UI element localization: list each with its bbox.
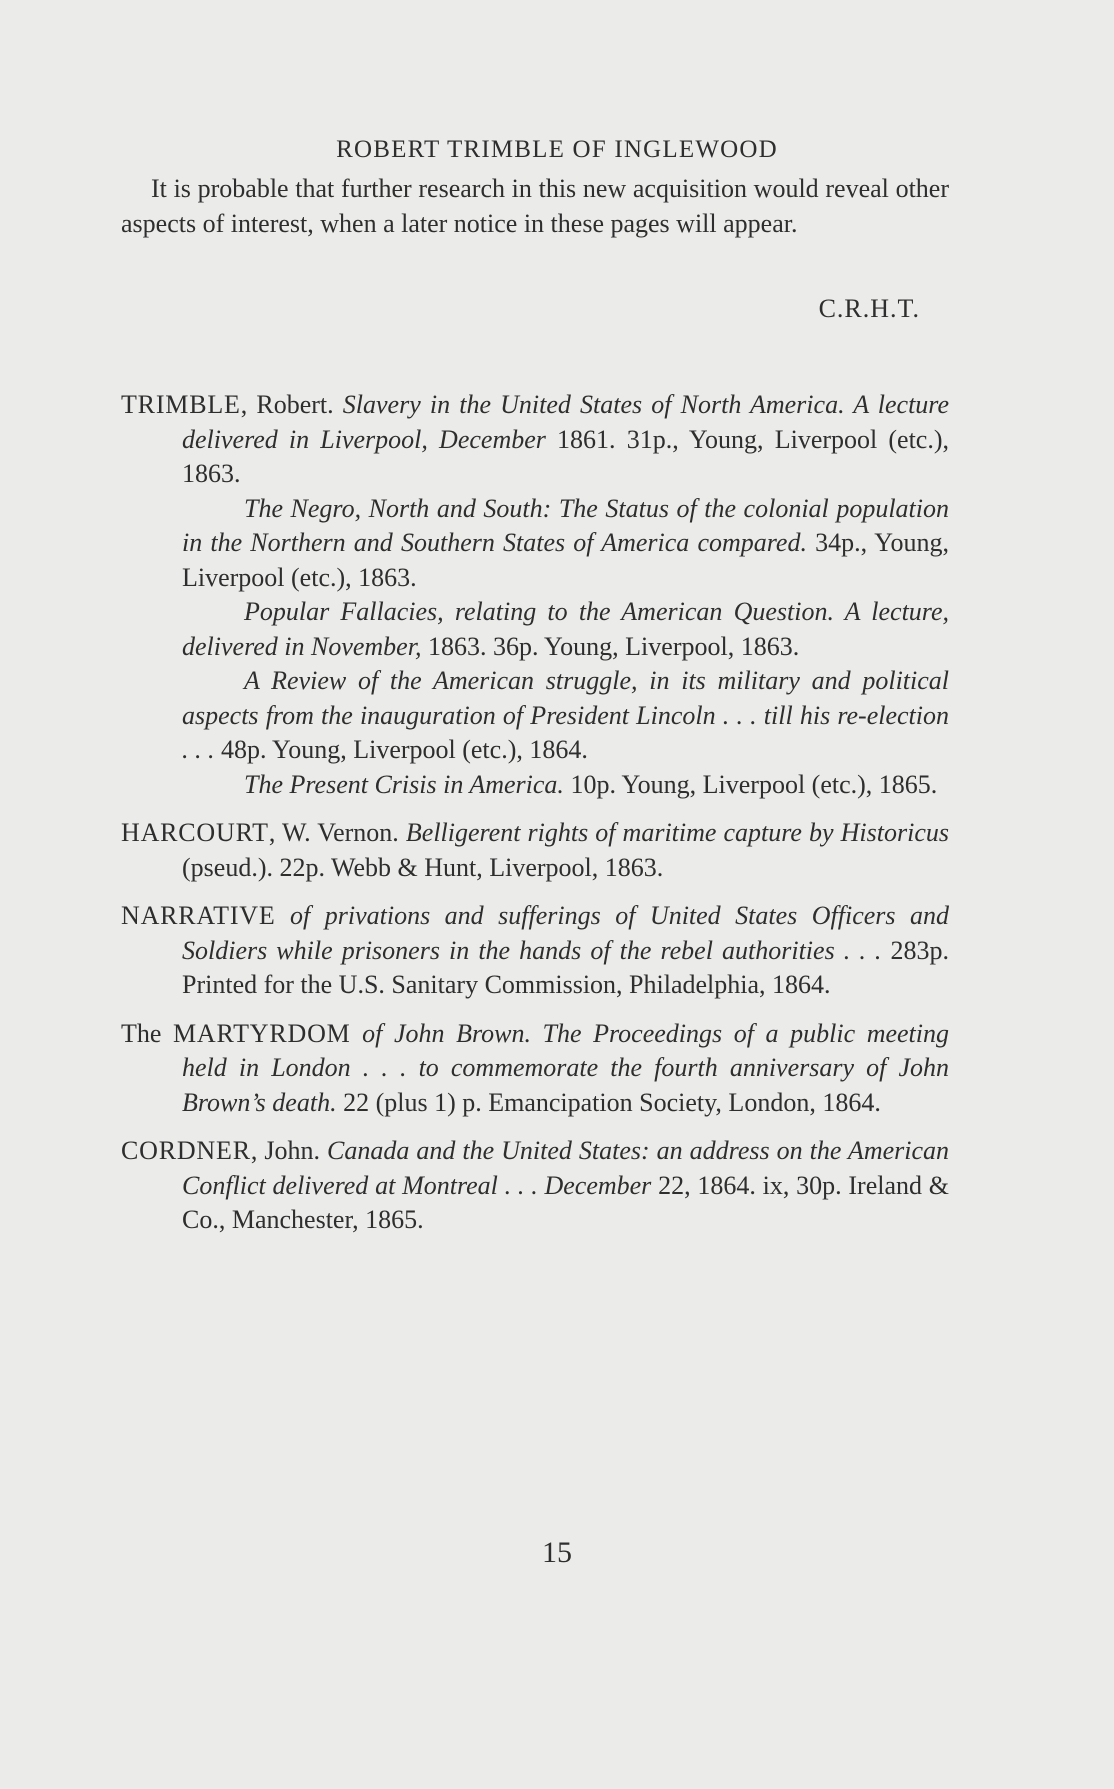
- author-name: , W. Vernon.: [268, 818, 399, 847]
- entry-heading: CORDNER: [121, 1136, 251, 1165]
- work-title: The Negro, North and South: The Status of the colonial population in the Northern and Southern States of America compared.: [182, 493, 949, 557]
- author-initials: C.R.H.T.: [818, 294, 920, 323]
- bibliography-list: [121, 388, 949, 1238]
- bibliography-entry-martyrdom: [121, 1017, 949, 1121]
- work-title: Popular Fallacies, relating to the American Question. A lecture, delivered in November,: [182, 597, 949, 661]
- entry-heading: NARRATIVE: [121, 901, 276, 930]
- publication-details: 1861. 31p., Young, Liverpool (etc.), 1863.: [182, 424, 950, 488]
- entry-heading: TRIMBLE: [121, 390, 241, 419]
- publication-details: 34p., Young, Liverpool (etc.), 1863.: [182, 528, 949, 592]
- publication-details: (pseud.). 22p. Webb & Hunt, Liverpool, 1863.: [182, 852, 664, 882]
- work-title: The Present Crisis in America.: [244, 769, 564, 799]
- publication-details: 283p. Printed for the U.S. Sanitary Commission, Philadelphia, 1864.: [182, 935, 949, 999]
- work-title: of privations and sufferings of United States Officers and Soldiers while prisoners in the hands of the rebel authorities . . .: [182, 901, 950, 965]
- work-title: of John Brown. The Proceedings of a public meeting held in London . . . to commemorate the fourth anniversary of John Brown’s death.: [182, 1018, 950, 1117]
- bibliography-entry-harcourt: [121, 816, 949, 885]
- intro-paragraph: It is probable that further research in this new acquisition would reveal other aspects of interest, when a later notice in these pages will appear.: [121, 174, 949, 238]
- author-name: , John.: [250, 1136, 320, 1165]
- author-name: , Robert.: [240, 390, 334, 419]
- publication-details: 1863. 36p. Young, Liverpool, 1863.: [421, 631, 800, 661]
- page-number: 15: [542, 1536, 572, 1569]
- entry-heading: HARCOURT: [121, 818, 269, 847]
- publication-details: 22 (plus 1) p. Emancipation Society, London, 1864.: [336, 1087, 881, 1117]
- work-title: Canada and the United States: an address on the American Conflict delivered at Montreal . . . December: [182, 1136, 950, 1200]
- entry-heading: MARTYRDOM: [173, 1018, 351, 1048]
- bibliography-entry-cordner: [121, 1134, 949, 1238]
- publication-details: 10p. Young, Liverpool (etc.), 1865.: [563, 769, 938, 799]
- publication-details: 22, 1864. ix, 30p. Ireland & Co., Manchester, 1865.: [182, 1170, 949, 1234]
- publication-details: 48p. Young, Liverpool (etc.), 1864.: [214, 735, 588, 764]
- running-head: ROBERT TRIMBLE OF INGLEWOOD: [336, 136, 778, 163]
- work-title: Belligerent rights of maritime capture by Historicus: [405, 818, 949, 847]
- work-title: Slavery in the United States of North America. A lecture delivered in Liverpool, December: [182, 390, 950, 454]
- article-word: The: [121, 1018, 174, 1048]
- bibliography-entry-trimble: [121, 388, 949, 802]
- work-title: A Review of the American struggle, in its military and political aspects from the inauguration of President Lincoln . . . till his re-election . . .: [182, 666, 949, 764]
- bibliography-entry-narrative: [121, 899, 949, 1003]
